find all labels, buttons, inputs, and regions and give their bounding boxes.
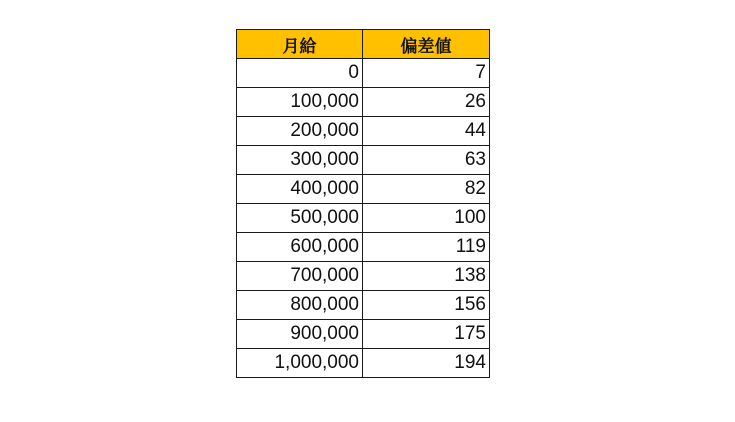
table-row xyxy=(237,146,490,175)
salary-cell: 700,000 xyxy=(237,262,363,291)
salary-cell: 300,000 xyxy=(237,146,363,175)
salary-deviation-table xyxy=(236,29,490,378)
deviation-cell: 7 xyxy=(363,59,490,88)
deviation-cell: 44 xyxy=(363,117,490,146)
salary-cell: 100,000 xyxy=(237,88,363,117)
deviation-cell: 175 xyxy=(363,320,490,349)
table-row xyxy=(237,59,490,88)
salary-cell: 500,000 xyxy=(237,204,363,233)
deviation-cell: 82 xyxy=(363,175,490,204)
salary-cell: 400,000 xyxy=(237,175,363,204)
table-row xyxy=(237,204,490,233)
salary-cell: 0 xyxy=(237,59,363,88)
deviation-cell: 100 xyxy=(363,204,490,233)
table-row xyxy=(237,88,490,117)
table-row xyxy=(237,291,490,320)
table-row xyxy=(237,320,490,349)
salary-cell: 200,000 xyxy=(237,117,363,146)
deviation-cell: 63 xyxy=(363,146,490,175)
deviation-cell: 119 xyxy=(363,233,490,262)
salary-cell: 1,000,000 xyxy=(237,349,363,378)
header-row xyxy=(237,30,490,59)
column-header-deviation: 偏差値 xyxy=(363,30,490,59)
table-header xyxy=(237,30,490,59)
deviation-cell: 26 xyxy=(363,88,490,117)
salary-cell: 800,000 xyxy=(237,291,363,320)
table-body xyxy=(237,59,490,378)
table-row xyxy=(237,175,490,204)
deviation-cell: 156 xyxy=(363,291,490,320)
table-row xyxy=(237,349,490,378)
table-row xyxy=(237,262,490,291)
salary-cell: 900,000 xyxy=(237,320,363,349)
deviation-cell: 194 xyxy=(363,349,490,378)
table-row xyxy=(237,117,490,146)
salary-cell: 600,000 xyxy=(237,233,363,262)
table-row xyxy=(237,233,490,262)
column-header-salary: 月給 xyxy=(237,30,363,59)
deviation-cell: 138 xyxy=(363,262,490,291)
